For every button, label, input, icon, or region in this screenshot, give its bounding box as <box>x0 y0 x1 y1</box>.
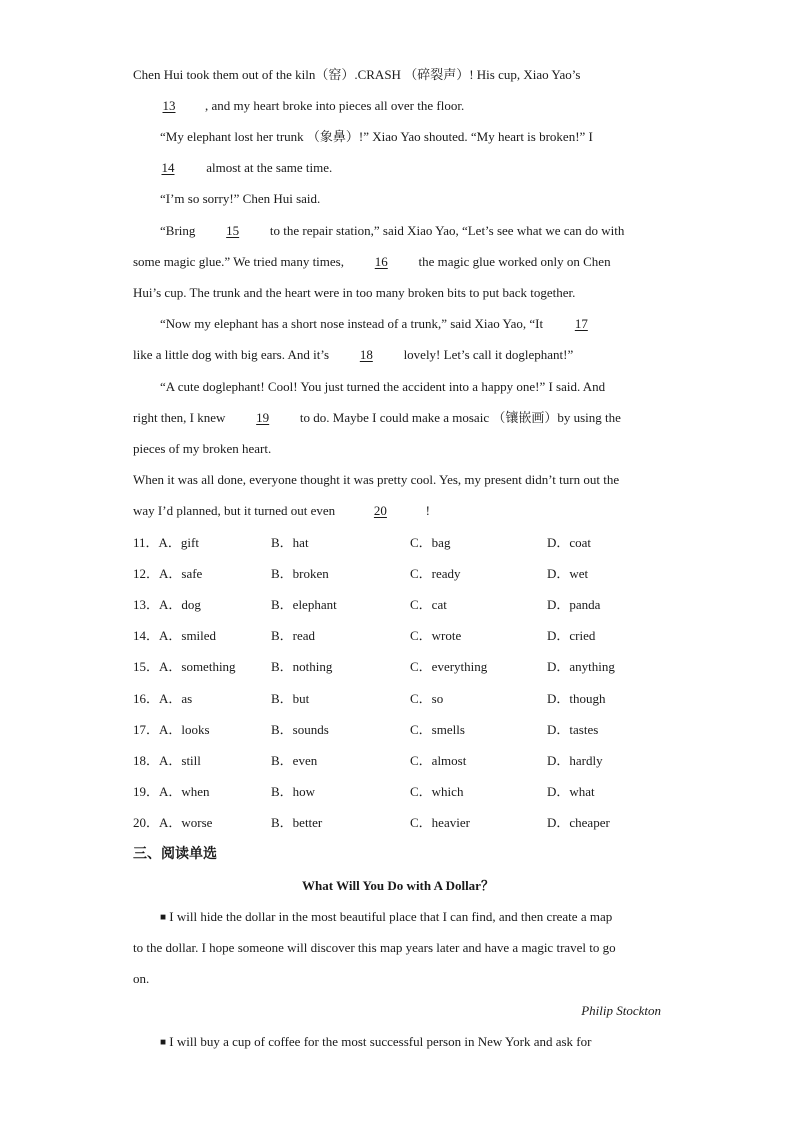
author-name: Philip Stockton <box>581 1003 661 1018</box>
option-17-c[interactable]: C．smells <box>410 722 465 737</box>
passage-line-11: “A cute doglephant! Cool! You just turned the accident into a happy one!” I said. And <box>160 379 606 394</box>
bullet-square-icon: ■ <box>160 1037 167 1048</box>
passage-line-14: When it was all done, everyone thought it was pretty cool. Yes, my present didn’t turn out the <box>133 472 620 487</box>
option-20-b[interactable]: B．better <box>271 815 323 830</box>
section-heading: 三、阅读单选 <box>133 847 217 862</box>
option-19-d[interactable]: D．what <box>547 784 595 799</box>
passage-line-7: some magic glue.” We tried many times, 16 the magic glue worked only on Chen <box>133 254 611 269</box>
option-17-d[interactable]: D．tastes <box>547 722 599 737</box>
option-16-d[interactable]: D．though <box>547 691 606 706</box>
blank-16[interactable]: 16 <box>374 254 388 269</box>
blank-14[interactable]: 14 <box>161 160 175 175</box>
option-16-a[interactable]: 16．A．as <box>133 691 193 706</box>
option-18-a[interactable]: 18．A．still <box>133 753 201 768</box>
option-20-d[interactable]: D．cheaper <box>547 815 610 830</box>
passage-line-9: “Now my elephant has a short nose instead of a trunk,” said Xiao Yao, “It 17 <box>160 315 663 333</box>
passage-line-1: Chen Hui took them out of the kiln（窑）.CRASH （碎裂声）! His cup, Xiao Yao’s <box>133 67 581 82</box>
option-15-c[interactable]: C．everything <box>410 659 488 674</box>
option-14-d[interactable]: D．cried <box>547 628 596 643</box>
option-11-b[interactable]: B．hat <box>271 535 309 550</box>
blank-17[interactable]: 17 <box>574 316 588 331</box>
passage-line-10: like a little dog with big ears. And it’s 18 lovely! Let’s call it doglephant!” <box>133 347 574 362</box>
option-20-c[interactable]: C．heavier <box>410 815 470 830</box>
option-13-d[interactable]: D．panda <box>547 597 601 612</box>
option-18-d[interactable]: D．hardly <box>547 753 603 768</box>
passage-line-8: Hui’s cup. The trunk and the heart were in too many broken bits to put back together. <box>133 285 576 300</box>
passage-line-4: 14 almost at the same time. <box>133 159 663 177</box>
option-16-b[interactable]: B．but <box>271 691 310 706</box>
reading-p1-line-2: to the dollar. I hope someone will discover this map years later and have a magic travel to go <box>133 940 616 955</box>
option-12-b[interactable]: B．broken <box>271 566 329 581</box>
option-12-c[interactable]: C．ready <box>410 566 461 581</box>
blank-18[interactable]: 18 <box>359 347 373 362</box>
option-14-c[interactable]: C．wrote <box>410 628 462 643</box>
passage-line-3: “My elephant lost her trunk （象鼻）!” Xiao Yao shouted. “My heart is broken!” I <box>160 129 593 144</box>
reading-title: What Will You Do with A Dollar？ <box>302 878 494 893</box>
blank-13[interactable]: 13 <box>162 98 176 113</box>
option-18-c[interactable]: C．almost <box>410 753 467 768</box>
option-15-b[interactable]: B．nothing <box>271 659 333 674</box>
option-16-c[interactable]: C．so <box>410 691 444 706</box>
bullet-square-icon: ■ <box>160 912 167 923</box>
option-17-a[interactable]: 17．A．looks <box>133 722 210 737</box>
reading-p1-line-3: on. <box>133 971 150 986</box>
option-20-a[interactable]: 20．A．worse <box>133 815 213 830</box>
passage-line-2: 13 , and my heart broke into pieces all over the floor. <box>133 97 663 115</box>
reading-p2-line-1: ■ I will buy a cup of coffee for the most successful person in New York and ask for <box>160 1034 592 1049</box>
option-12-a[interactable]: 12．A．safe <box>133 566 203 581</box>
option-18-b[interactable]: B．even <box>271 753 318 768</box>
option-14-b[interactable]: B．read <box>271 628 316 643</box>
blank-20[interactable]: 20 <box>373 503 387 518</box>
option-13-b[interactable]: B．elephant <box>271 597 337 612</box>
option-15-d[interactable]: D．anything <box>547 659 615 674</box>
blank-15[interactable]: 15 <box>226 223 240 238</box>
option-11-c[interactable]: C．bag <box>410 535 451 550</box>
passage-line-15: way I’d planned, but it turned out even 20 ! <box>133 503 431 518</box>
passage-line-5: “I’m so sorry!” Chen Hui said. <box>160 191 321 206</box>
blank-19[interactable]: 19 <box>256 410 270 425</box>
option-12-d[interactable]: D．wet <box>547 566 589 581</box>
option-11-a[interactable]: 11．A．gift <box>133 535 199 550</box>
option-19-a[interactable]: 19．A．when <box>133 784 210 799</box>
passage-line-12: right then, I knew 19 to do. Maybe I could make a mosaic （镶嵌画）by using the <box>133 410 621 425</box>
reading-p1-line-1: ■ I will hide the dollar in the most beautiful place that I can find, and then create a map <box>160 909 613 924</box>
option-19-c[interactable]: C．which <box>410 784 464 799</box>
option-14-a[interactable]: 14．A．smiled <box>133 628 217 643</box>
option-13-a[interactable]: 13．A．dog <box>133 597 201 612</box>
passage-line-13: pieces of my broken heart. <box>133 441 272 456</box>
passage-line-6: “Bring 15 to the repair station,” said Xiao Yao, “Let’s see what we can do with <box>160 223 625 238</box>
option-11-d[interactable]: D．coat <box>547 535 592 550</box>
option-19-b[interactable]: B．how <box>271 784 316 799</box>
option-15-a[interactable]: 15．A．something <box>133 659 236 674</box>
option-13-c[interactable]: C．cat <box>410 597 447 612</box>
option-17-b[interactable]: B．sounds <box>271 722 329 737</box>
